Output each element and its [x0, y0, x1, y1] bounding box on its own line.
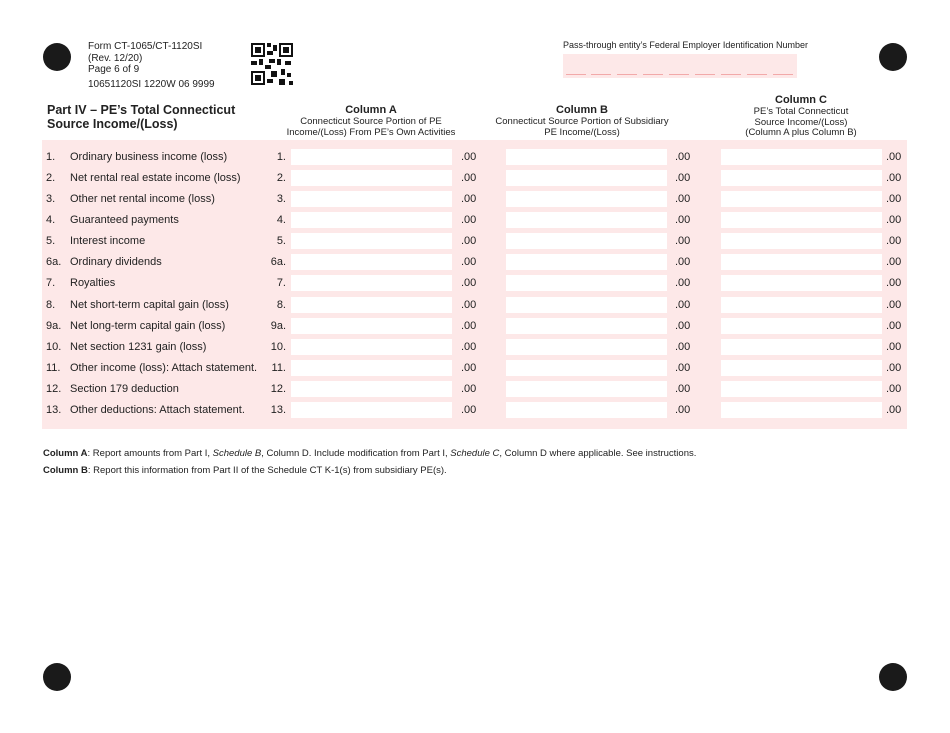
table-row	[42, 358, 907, 379]
column-a-input[interactable]	[291, 149, 452, 165]
cents-label: .00	[886, 320, 902, 332]
line-number: 4.	[46, 214, 56, 226]
table-row	[42, 316, 907, 337]
line-description: Ordinary business income (loss)	[70, 151, 228, 163]
column-b-input[interactable]	[506, 212, 667, 228]
cents-label: .00	[675, 320, 691, 332]
line-description: Net long-term capital gain (loss)	[70, 320, 226, 332]
form-code: 10651120SI 1220W 06 9999	[88, 78, 215, 90]
column-a-input[interactable]	[291, 275, 452, 291]
cents-label: .00	[675, 172, 691, 184]
registration-mark-bottom-right	[879, 663, 907, 691]
cents-label: .00	[675, 256, 691, 268]
registration-mark-top-right	[879, 43, 907, 71]
column-b-desc-line1: Connecticut Source Portion of Subsidiary	[495, 116, 669, 127]
column-b-input[interactable]	[506, 233, 667, 249]
line-description: Other net rental income (loss)	[70, 193, 215, 205]
cents-label: .00	[886, 299, 902, 311]
table-row	[42, 210, 907, 231]
line-description: Other deductions: Attach statement.	[70, 404, 245, 416]
registration-mark-bottom-left	[43, 663, 71, 691]
cents-label: .00	[675, 214, 691, 226]
line-reference: 6a.	[270, 256, 286, 268]
column-b-input[interactable]	[506, 381, 667, 397]
line-number: 7.	[46, 277, 56, 289]
part-title-line2: Source Income/(Loss)	[47, 117, 178, 131]
column-b-desc-line2: PE Income/(Loss)	[544, 126, 620, 138]
cents-label: .00	[461, 151, 477, 163]
column-c-input[interactable]	[721, 254, 882, 270]
line-reference: 12.	[270, 383, 286, 395]
cents-label: .00	[886, 256, 902, 268]
line-number: 6a.	[46, 256, 62, 268]
table-row	[42, 273, 907, 294]
cents-label: .00	[886, 383, 902, 395]
form-revision: (Rev. 12/20)	[88, 52, 143, 64]
line-reference: 5.	[276, 235, 286, 247]
cents-label: .00	[675, 193, 691, 205]
column-c-desc-line2: Source Income/(Loss)	[754, 116, 848, 128]
line-reference: 9a.	[270, 320, 286, 332]
line-description: Net short-term capital gain (loss)	[70, 299, 229, 311]
cents-label: .00	[675, 235, 691, 247]
column-a-desc-line2: Income/(Loss) From PE’s Own Activities	[286, 126, 456, 138]
cents-label: .00	[461, 277, 477, 289]
column-b-note	[43, 465, 447, 476]
column-a-note-label: Column A	[43, 448, 88, 459]
column-b-input[interactable]	[506, 297, 667, 313]
column-b-input[interactable]	[506, 275, 667, 291]
column-c-input[interactable]	[721, 360, 882, 376]
table-row	[42, 252, 907, 273]
line-number: 2.	[46, 172, 56, 184]
line-number: 11.	[46, 362, 61, 374]
column-c-input[interactable]	[721, 275, 882, 291]
line-description: Net rental real estate income (loss)	[70, 172, 241, 184]
column-c-input[interactable]	[721, 233, 882, 249]
cents-label: .00	[461, 299, 477, 311]
column-a-note-text1: : Report amounts from Part I,	[87, 448, 213, 459]
column-b-input[interactable]	[506, 191, 667, 207]
column-a-desc-line1: Connecticut Source Portion of PE	[300, 116, 442, 127]
cents-label: .00	[886, 341, 902, 353]
fein-input[interactable]	[563, 54, 797, 78]
column-b-title: Column B	[556, 104, 608, 116]
table-row	[42, 379, 907, 400]
cents-label: .00	[675, 383, 691, 395]
cents-label: .00	[675, 151, 691, 163]
line-description: Other income (loss): Attach statement.	[70, 362, 258, 374]
form-name: Form CT-1065/CT-1120SI	[88, 41, 203, 52]
column-a-note-text2: , Column D. Include modification from Part I,	[261, 448, 451, 459]
fein-label: Pass-through entity’s Federal Employer Identification Number	[563, 40, 808, 50]
column-b-input[interactable]	[506, 254, 667, 270]
line-number: 12.	[46, 383, 62, 395]
line-number: 9a.	[46, 320, 62, 332]
line-description: Royalties	[70, 277, 116, 289]
column-a-header	[278, 104, 464, 138]
cents-label: .00	[461, 383, 477, 395]
column-c-input[interactable]	[721, 149, 882, 165]
cents-label: .00	[886, 404, 902, 416]
column-a-input[interactable]	[291, 254, 452, 270]
column-c-input[interactable]	[721, 339, 882, 355]
column-c-title: Column C	[775, 94, 827, 106]
form-header	[88, 41, 215, 90]
part-title-line1: Part IV – PE’s Total Connecticut	[47, 103, 236, 117]
cents-label: .00	[886, 362, 902, 374]
cents-label: .00	[675, 362, 691, 374]
table-row	[42, 295, 907, 316]
line-number: 5.	[46, 235, 56, 247]
column-a-input[interactable]	[291, 297, 452, 313]
column-a-input[interactable]	[291, 402, 452, 418]
column-a-input[interactable]	[291, 212, 452, 228]
cents-label: .00	[886, 235, 902, 247]
cents-label: .00	[886, 277, 902, 289]
column-b-input[interactable]	[506, 402, 667, 418]
line-description: Section 179 deduction	[70, 383, 179, 395]
table-row	[42, 231, 907, 252]
column-c-input[interactable]	[721, 212, 882, 228]
table-row	[42, 147, 907, 168]
cents-label: .00	[461, 362, 477, 374]
cents-label: .00	[461, 404, 477, 416]
column-c-input[interactable]	[721, 191, 882, 207]
part-title	[47, 103, 235, 131]
cents-label: .00	[675, 299, 691, 311]
cents-label: .00	[461, 341, 477, 353]
registration-mark-top-left	[43, 43, 71, 71]
column-c-input[interactable]	[721, 402, 882, 418]
cents-label: .00	[886, 151, 902, 163]
column-b-input[interactable]	[506, 318, 667, 334]
cents-label: .00	[886, 172, 902, 184]
cents-label: .00	[675, 277, 691, 289]
column-a-input[interactable]	[291, 381, 452, 397]
column-a-note	[43, 448, 696, 459]
line-number: 13.	[46, 404, 62, 416]
cents-label: .00	[461, 256, 477, 268]
column-a-title: Column A	[345, 104, 397, 116]
cents-label: .00	[675, 341, 691, 353]
line-number: 1.	[46, 151, 56, 163]
line-reference: 8.	[276, 299, 286, 311]
table-row	[42, 168, 907, 189]
column-a-note-text3: , Column D where applicable. See instructions.	[499, 448, 697, 459]
column-a-note-italic2: Schedule C	[450, 448, 500, 459]
cents-label: .00	[461, 193, 477, 205]
line-description: Guaranteed payments	[70, 214, 179, 226]
column-c-input[interactable]	[721, 170, 882, 186]
column-a-input[interactable]	[291, 318, 452, 334]
column-b-note-text: : Report this information from Part II of the Schedule CT K-1(s) from subsidiary PE(s).	[87, 465, 447, 476]
line-reference: 3.	[276, 193, 286, 205]
cents-label: .00	[461, 172, 477, 184]
column-b-input[interactable]	[506, 170, 667, 186]
table-row	[42, 400, 907, 421]
line-reference: 7.	[276, 277, 286, 289]
line-reference: 11.	[271, 362, 286, 374]
line-description: Interest income	[70, 235, 146, 247]
line-number: 3.	[46, 193, 56, 205]
column-b-input[interactable]	[506, 339, 667, 355]
column-b-input[interactable]	[506, 149, 667, 165]
line-description: Net section 1231 gain (loss)	[70, 341, 207, 353]
column-a-input[interactable]	[291, 233, 452, 249]
line-number: 10.	[46, 341, 62, 353]
cents-label: .00	[886, 193, 902, 205]
cents-label: .00	[461, 235, 477, 247]
column-a-note-italic1: Schedule B	[212, 448, 262, 459]
column-a-input[interactable]	[291, 170, 452, 186]
line-reference: 2.	[276, 172, 286, 184]
column-b-note-label: Column B	[43, 465, 88, 476]
column-b-input[interactable]	[506, 360, 667, 376]
income-table	[42, 140, 907, 429]
page-indicator: Page 6 of 9	[88, 64, 140, 75]
column-c-desc-line3: (Column A plus Column B)	[745, 127, 857, 138]
cents-label: .00	[461, 214, 477, 226]
column-a-input[interactable]	[291, 191, 452, 207]
line-reference: 10.	[270, 341, 286, 353]
line-description: Ordinary dividends	[70, 256, 162, 268]
column-c-desc-line1: PE’s Total Connecticut	[753, 106, 849, 117]
line-number: 8.	[46, 299, 56, 311]
line-reference: 4.	[276, 214, 286, 226]
table-row	[42, 189, 907, 210]
column-a-input[interactable]	[291, 339, 452, 355]
column-a-input[interactable]	[291, 360, 452, 376]
cents-label: .00	[886, 214, 902, 226]
line-reference: 1.	[276, 151, 286, 163]
line-reference: 13.	[270, 404, 286, 416]
column-c-header	[706, 94, 896, 139]
qr-code	[251, 43, 293, 85]
column-c-input[interactable]	[721, 318, 882, 334]
table-row	[42, 337, 907, 358]
cents-label: .00	[675, 404, 691, 416]
column-c-input[interactable]	[721, 297, 882, 313]
cents-label: .00	[461, 320, 477, 332]
column-c-input[interactable]	[721, 381, 882, 397]
column-b-header	[482, 104, 682, 138]
